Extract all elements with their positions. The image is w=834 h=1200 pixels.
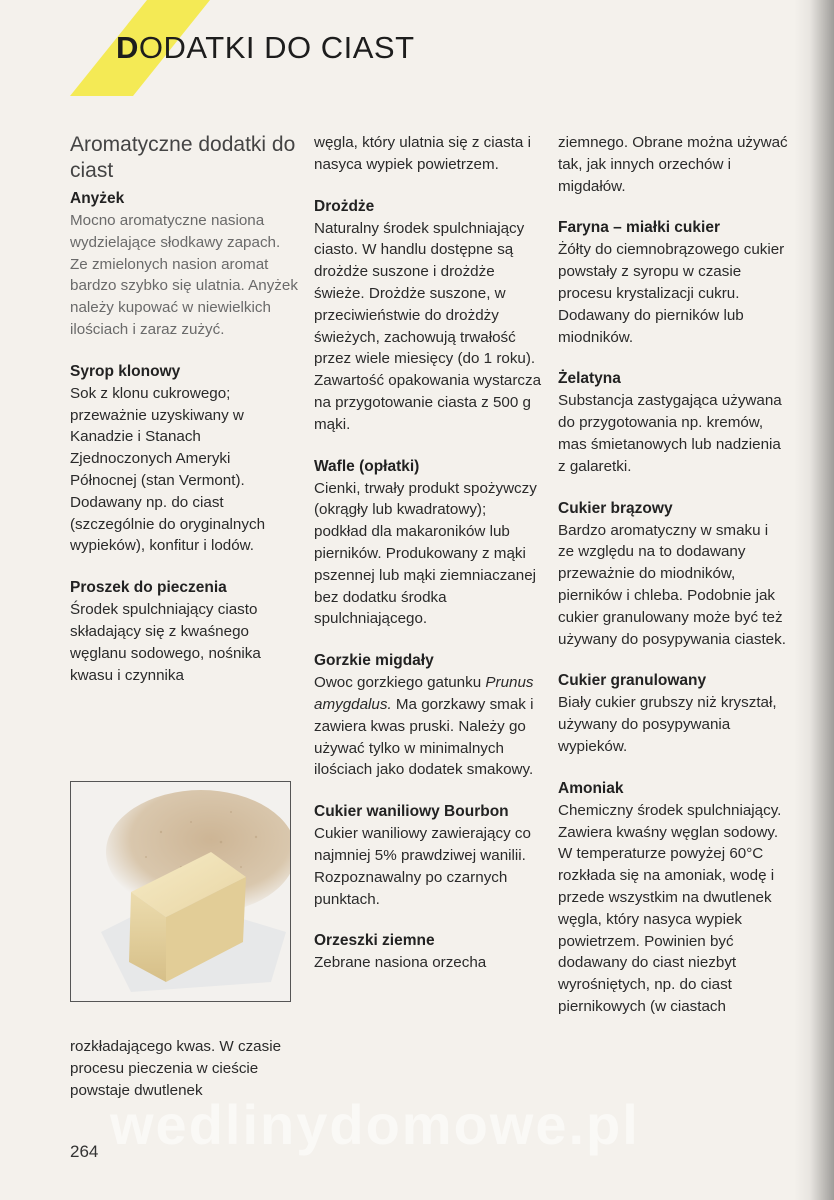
- entry-text: Sok z klonu cukrowego; przeważnie uzyskiwany w Kanadzie i Stanach Zjednoczonych Ameryki Północnej (stan Vermont). Dodawany np. do ciast (szczególnie do oryginalnych wypieków), konfitur i lodów.: [70, 384, 266, 555]
- column-2: [314, 132, 542, 994]
- entry-orzeszki-ziemne: [314, 930, 542, 974]
- entry-text: Cienki, trwały produkt spożywczy (okrągły lub kwadratowy); podkład dla makaroników lub pierników. Produkowany z mąki pszennej lub mąki ziemniaczanej bez dodatku środka spulchniającego.: [314, 479, 537, 628]
- entry-text: Cukier waniliowy zawierający co najmniej 5% prawdziwej wanilii. Rozpoznawalny po czarnych punktach.: [314, 825, 531, 908]
- entry-text: Bardzo aromatyczny w smaku i ze względu na to dodawany przeważnie do miodników, pierników i chleba. Podobnie jak cukier granulowany może być też używany do posypywania ciastek.: [558, 521, 786, 648]
- entry-title: Cukier brązowy: [558, 499, 673, 517]
- entry-drozdze: [314, 196, 542, 436]
- entry-text: Chemiczny środek spulchniający. Zawiera kwaśny węglan sodowy. W temperaturze powyżej 60°C rozkłada się na amoniak, wodę i przede wszystkim na dwutlenek węgla, który nasyca wypiek powietrzem. Powinien być dodawany do ciast niezbyt wyrośniętych, np. do ciast piernikowych (w ciastach: [558, 801, 782, 1015]
- entry-title: Drożdże: [314, 197, 375, 215]
- entry-proszek-do-pieczenia: [70, 577, 298, 686]
- page-number: 264: [70, 1142, 99, 1161]
- column-1-tail: rozkładającego kwas. W czasie procesu pieczenia w cieście powstaje dwutlenek: [70, 1038, 282, 1099]
- entry-title: Cukier granulowany: [558, 672, 707, 690]
- entry-title: Cukier waniliowy Bourbon: [314, 803, 509, 821]
- entry-text: Żółty do ciemnobrązowego cukier powstały z syropu w czasie procesu krystalizacji cukru. Dodawany do pierników lub miodników.: [558, 241, 785, 346]
- page-title-rest: ODATKI DO CIAST: [138, 30, 415, 65]
- entry-text-part: Owoc gorzkiego gatunku: [314, 674, 486, 692]
- entry-amoniak: [558, 778, 788, 1018]
- entry-title: Amoniak: [558, 779, 624, 797]
- entry-cukier-granulowany: [558, 670, 788, 757]
- yeast-illustration: [71, 782, 290, 1001]
- watermark: wedlinydomowe.pl: [110, 1093, 640, 1156]
- yeast-photo: [70, 781, 291, 1002]
- entry-text: Substancja zastygająca używana do przygotowania np. kremów, mas śmietanowych lub nadzienia z galaretki.: [558, 392, 782, 475]
- entry-cukier-waniliowy: [314, 801, 542, 910]
- entry-title: Gorzkie migdały: [314, 652, 434, 670]
- page-title: [116, 30, 415, 66]
- column-1: [70, 132, 298, 706]
- entry-text: ziemnego. Obrane można używać tak, jak innych orzechów i migdałów.: [558, 134, 788, 195]
- column-3: [558, 132, 788, 1038]
- entry-text: Biały cukier grubszy niż kryształ, używany do posypywania wypieków.: [558, 694, 777, 755]
- entry-title: Proszek do pieczenia: [70, 579, 227, 597]
- entry-zelatyna: [558, 368, 788, 477]
- entry-cukier-brazowy: [558, 498, 788, 651]
- section-title: Aromatyczne dodatki do ciast: [70, 133, 296, 182]
- entry-gorzkie-migdaly: [314, 650, 542, 781]
- entry-title: Wafle (opłatki): [314, 457, 420, 475]
- latin-name: Prunus amygdalus.: [314, 674, 534, 713]
- entry-anyzek: [70, 188, 298, 341]
- entry-title: Żelatyna: [558, 370, 621, 388]
- entry-faryna: [558, 217, 788, 348]
- entry-syrop-klonowy: [70, 361, 298, 557]
- page-binding-shadow: [794, 0, 834, 1200]
- entry-text-part: Ma gorzkawy smak i zawiera kwas pruski. Należy go używać tylko w minimalnych ilościach jako dodatek smakowy.: [314, 695, 534, 779]
- entry-continuation: [314, 132, 542, 176]
- entry-title: Faryna – miałki cukier: [558, 219, 720, 237]
- entry-text: węgla, który ulatnia się z ciasta i nasyca wypiek powietrzem.: [314, 134, 531, 173]
- entry-continuation: [558, 132, 788, 197]
- entry-title: Anyżek: [70, 190, 125, 207]
- entry-title: Orzeszki ziemne: [314, 932, 435, 950]
- entry-text: Środek spulchniający ciasto składający się z kwaśnego węglanu sodowego, nośnika kwasu i czynnika: [70, 601, 261, 684]
- entry-wafle: [314, 456, 542, 631]
- entry-text: Naturalny środek spulchniający ciasto. W handlu dostępne są drożdże suszone i drożdże świeże. Drożdże suszone, w przeciwieństwie do drożdży świeżych, zachowują trwałość przez wiele miesięcy (do 1 roku). Zawartość opakowania wystarcza na przygotowanie ciasta z 500 g mąki.: [314, 219, 542, 433]
- entry-title: Syrop klonowy: [70, 362, 181, 380]
- entry-text: Mocno aromatyczne nasiona wydzielające słodkawy zapach. Ze zmielonych nasion aromat bardzo szybko się ulatnia. Anyżek należy kupować w niewielkich ilościach i zaraz zużyć.: [70, 212, 298, 338]
- entry-text: Zebrane nasiona orzecha: [314, 954, 487, 972]
- page-title-first-letter: D: [116, 30, 139, 65]
- entry-text: [314, 672, 542, 781]
